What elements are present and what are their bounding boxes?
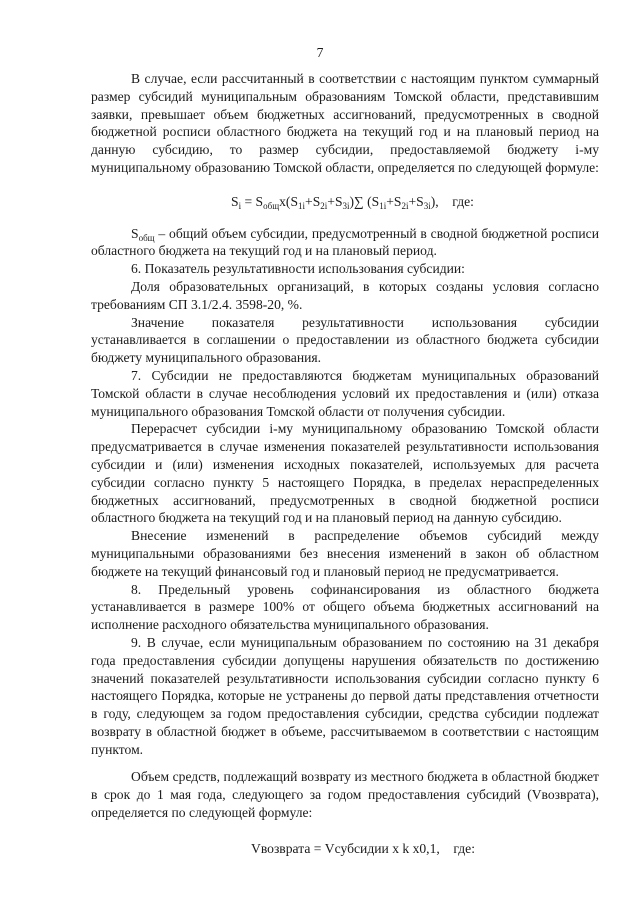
paragraph-refusal: 7. Субсидии не предоставляются бюджетам муниципальных образований Томской области в случае несоблюдения условий их предоставления и (или) отказа муниципального образования Томской области от получения субсидии. — [91, 367, 599, 419]
document-body — [91, 70, 599, 858]
paragraph-sobsch-definition: $S_{общ}$ – общий объем субсидии, предусмотренный в сводной бюджетной росписи областного бюджета на текущий год и на плановый период. — [91, 225, 599, 259]
paragraph-overflow-case: В случае, если рассчитанный в соответствии с настоящим пунктом суммарный размер субсидий муниципальным образованиям Томской области, представившим заявки, превышает объем бюджетных ассигнований, предусмотренных в сводной бюджетной росписи областного бюджета на текущий год и на плановый период на данную субсидию, то размер субсидии, предоставляемой бюджету i-му муниципальному образованию Томской области, определяется по следующей формуле: — [91, 71, 599, 175]
paragraph-refund-volume: Объем средств, подлежащий возврату из местного бюджета в областной бюджет в срок до 1 мая года, следующего за годом предоставления субсидий (Vвозврата), определяется по следующей формуле: — [91, 769, 599, 821]
paragraph-cofinancing: 8. Предельный уровень софинансирования из областного бюджета устанавливается в размере 100% от общего объема бюджетных ассигнований на исполнение расходного обязательства муниципального образования. — [91, 581, 599, 633]
paragraph-indicator-value: Значение показателя результативности использования субсидии устанавливается в соглашении о предоставлении из областного бюджета субсидии бюджету муниципального образования. — [91, 314, 599, 366]
paragraph-violations: 9. В случае, если муниципальным образованием по состоянию на 31 декабря года предоставления субсидии допущены нарушения обязательств по достижению значений показателей результативности использования субсидии согласно пункту 6 настоящего Порядка, которые не устранены до первой даты представления отчетности в году, следующем за годом предоставления субсидии, средства субсидии подлежат возврату в областной бюджет в объеме, рассчитываемом в соответствии с настоящим пунктом. — [91, 634, 599, 757]
formula-refund: Vвозврата = Vсубсидии х k х0,1, где: — [251, 840, 475, 856]
formula-subsidy-size: $S_i = S_{общ}х(S_{1i}+S_{2i}+S_{3i})\sum$ $(S_{1i}+S_{2i}+S_{3i})$, где: — [231, 193, 474, 211]
paragraph-indicator-heading: 6. Показатель результативности использования субсидии: — [131, 261, 465, 277]
paragraph-indicator-definition: Доля образовательных организаций, в которых созданы условия согласно требованиям СП 3.1/2.4. 3598-20, %. — [91, 278, 599, 312]
page-number: 7 — [316, 45, 324, 60]
paragraph-recalculation: Перерасчет субсидии i-му муниципальному образованию Томской области предусматривается в случае изменения показателей результативности использования субсидии и (или) изменения исходных показателей, используемых для расчета субсидии согласно пункту 5 настоящего Порядка, в пределах нераспределенных бюджетных ассигнований, предусмотренных в сводной бюджетной росписи областного бюджета на текущий год и на плановый период на данную субсидию. — [91, 421, 599, 526]
paragraph-changes: Внесение изменений в распределение объемов субсидий между муниципальными образованиями без внесения изменений в закон об областном бюджете на текущий финансовый год и плановый период не предусматривается. — [91, 528, 599, 579]
